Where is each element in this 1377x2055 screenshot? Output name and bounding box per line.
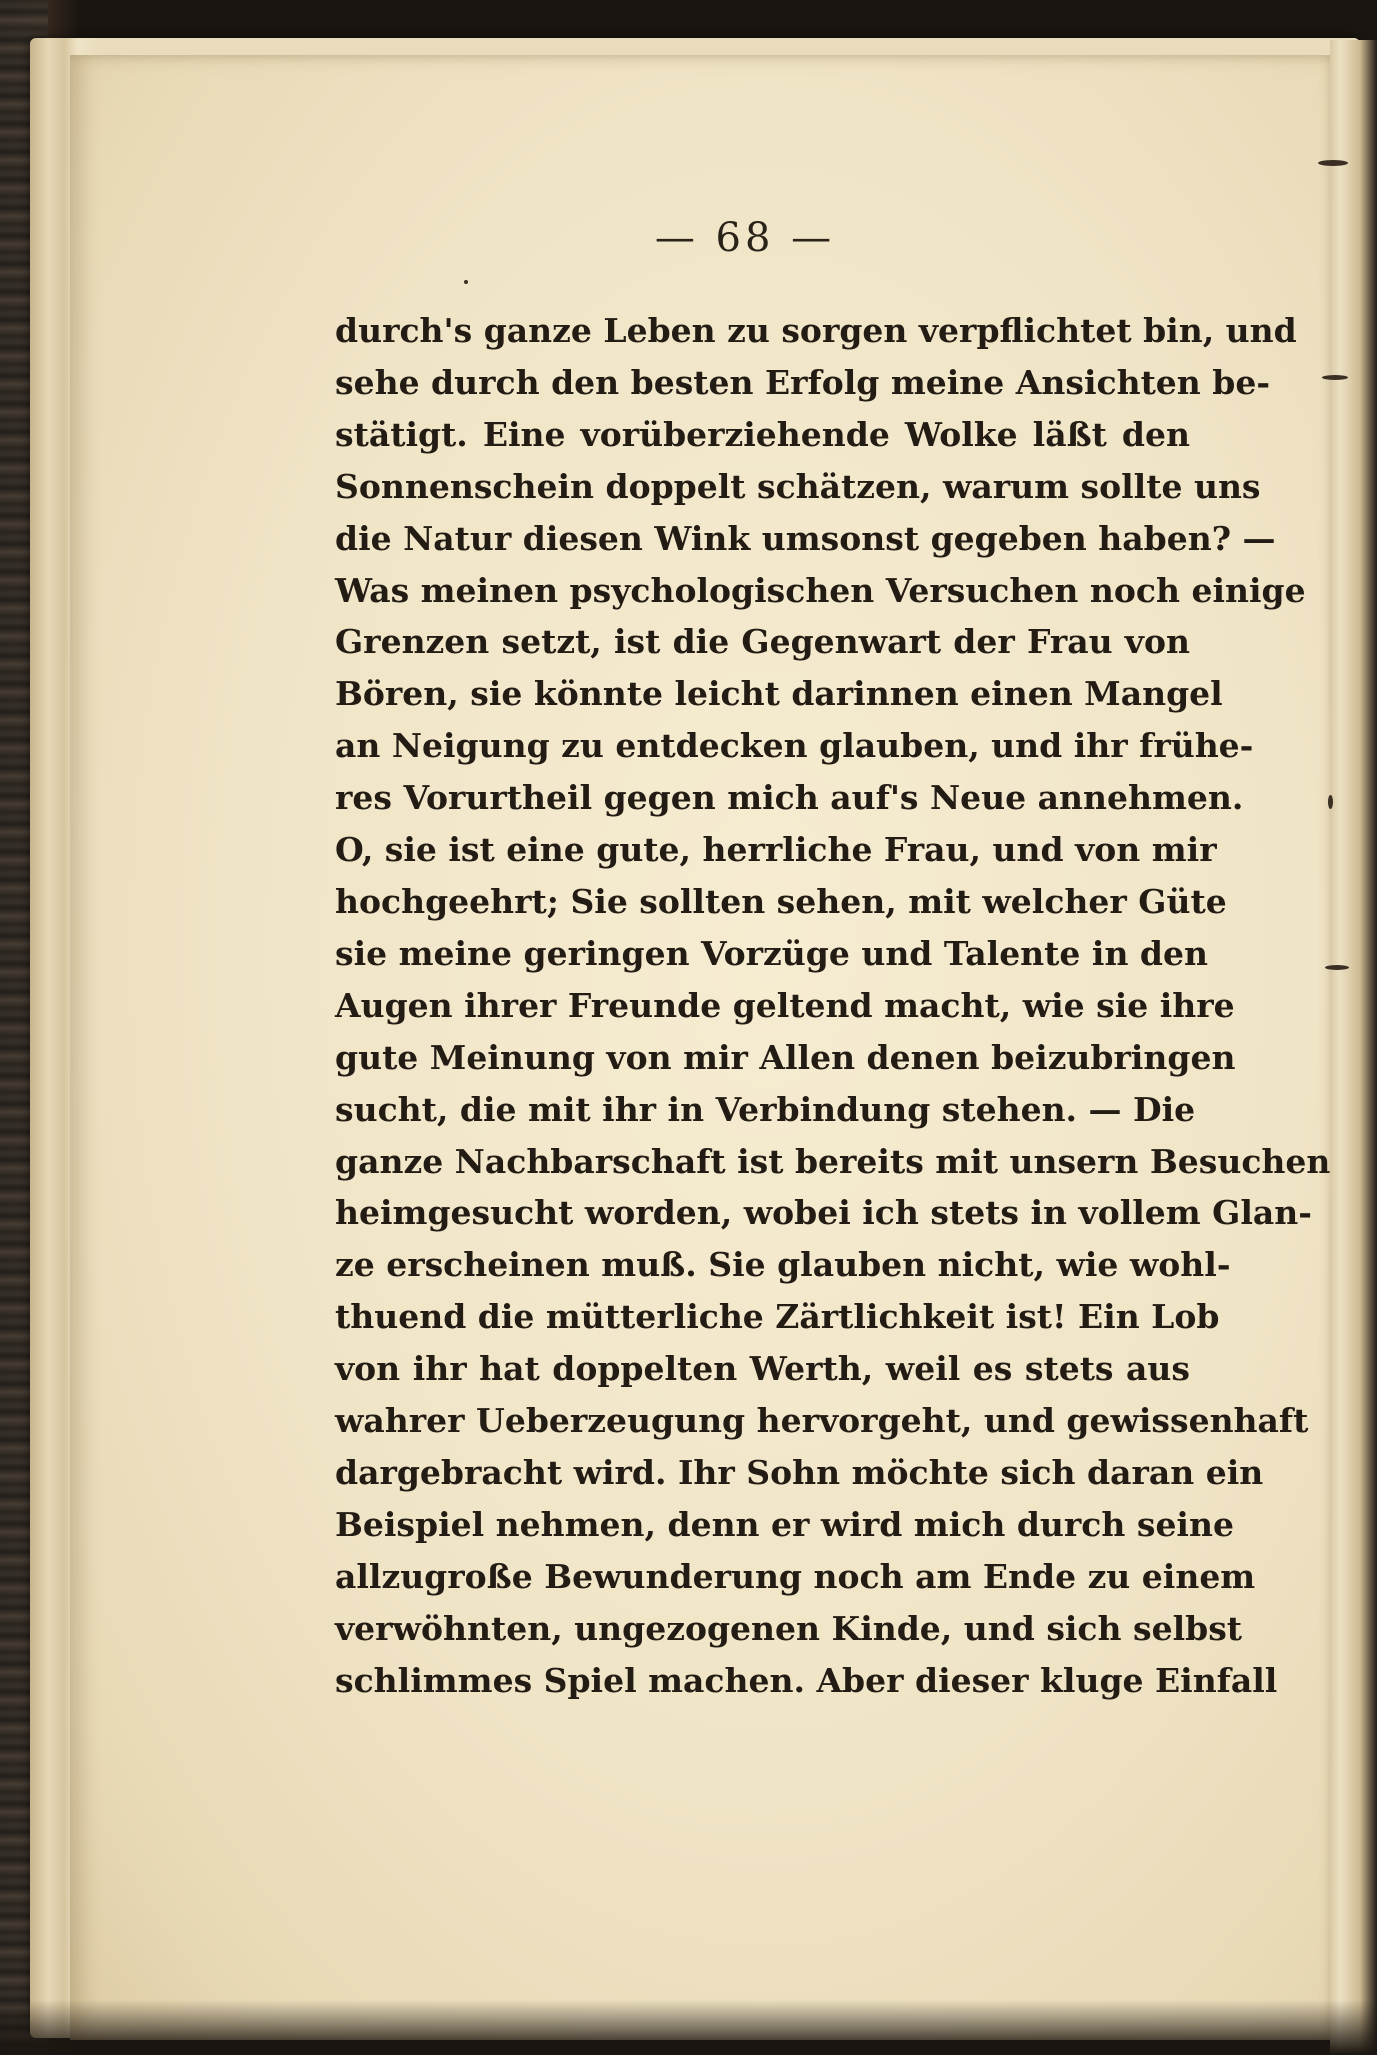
- text-line: res Vorurtheil gegen mich auf's Neue annehmen.: [335, 778, 1244, 818]
- text-line: Sonnenschein doppelt schätzen, warum sollte uns: [335, 466, 1261, 506]
- body-text: [335, 305, 1331, 1706]
- text-line: durch's ganze Leben zu sorgen verpflichtet bin, und: [335, 311, 1297, 350]
- text-line: stätigt. Eine vorüberziehende Wolke läßt den: [335, 414, 1190, 454]
- text-line: Beispiel nehmen, denn er wird mich durch seine: [335, 1504, 1234, 1544]
- text-line: allzugroße Bewunderung noch am Ende zu einem: [335, 1556, 1256, 1596]
- text-line: verwöhnten, ungezogenen Kinde, und sich selbst: [335, 1608, 1243, 1648]
- paper-speck: [1322, 375, 1348, 380]
- paper-speck: [1325, 965, 1349, 970]
- text-line: Grenzen setzt, ist die Gegenwart der Frau von: [335, 622, 1190, 662]
- text-line: hochgeehrt; Sie sollten sehen, mit welcher Güte: [335, 881, 1227, 921]
- paper-speck: [464, 280, 468, 284]
- text-line: sehe durch den besten Erfolg meine Ansichten be-: [335, 362, 1271, 402]
- page-number: — 68 —: [654, 215, 836, 261]
- text-line: dargebracht wird. Ihr Sohn möchte sich daran ein: [335, 1452, 1264, 1492]
- paper-speck: [1318, 160, 1348, 166]
- text-line: Was meinen psychologischen Versuchen noch einige: [335, 570, 1306, 610]
- text-line: O, sie ist eine gute, herrliche Frau, und von mir: [335, 830, 1217, 870]
- page-edge: [1330, 40, 1377, 2055]
- text-line: Augen ihrer Freunde geltend macht, wie sie ihre: [335, 985, 1235, 1025]
- paper-speck: [1328, 795, 1333, 809]
- text-line: schlimmes Spiel machen. Aber dieser kluge Einfall: [335, 1660, 1278, 1700]
- text-line: sucht, die mit ihr in Verbindung stehen. — Die: [335, 1089, 1196, 1129]
- text-line: ganze Nachbarschaft ist bereits mit unsern Besuchen: [335, 1141, 1331, 1181]
- text-line: heimgesucht worden, wobei ich stets in vollem Glan-: [335, 1193, 1312, 1233]
- text-line: gute Meinung von mir Allen denen beizubringen: [335, 1037, 1236, 1077]
- text-line: an Neigung zu entdecken glauben, und ihr frühe-: [335, 726, 1254, 766]
- text-line: sie meine geringen Vorzüge und Talente in den: [335, 933, 1208, 973]
- text-line: ze erscheinen muß. Sie glauben nicht, wie wohl-: [335, 1245, 1231, 1285]
- text-line: Bören, sie könnte leicht darinnen einen Mangel: [335, 674, 1223, 714]
- bottom-shadow: [0, 2000, 1377, 2055]
- text-line: von ihr hat doppelten Werth, weil es stets aus: [335, 1349, 1190, 1389]
- text-line: wahrer Ueberzeugung hervorgeht, und gewissenhaft: [335, 1401, 1309, 1441]
- text-line: thuend die mütterliche Zärtlichkeit ist! Ein Lob: [335, 1297, 1220, 1337]
- text-line: die Natur diesen Wink umsonst gegeben haben? —: [335, 518, 1276, 558]
